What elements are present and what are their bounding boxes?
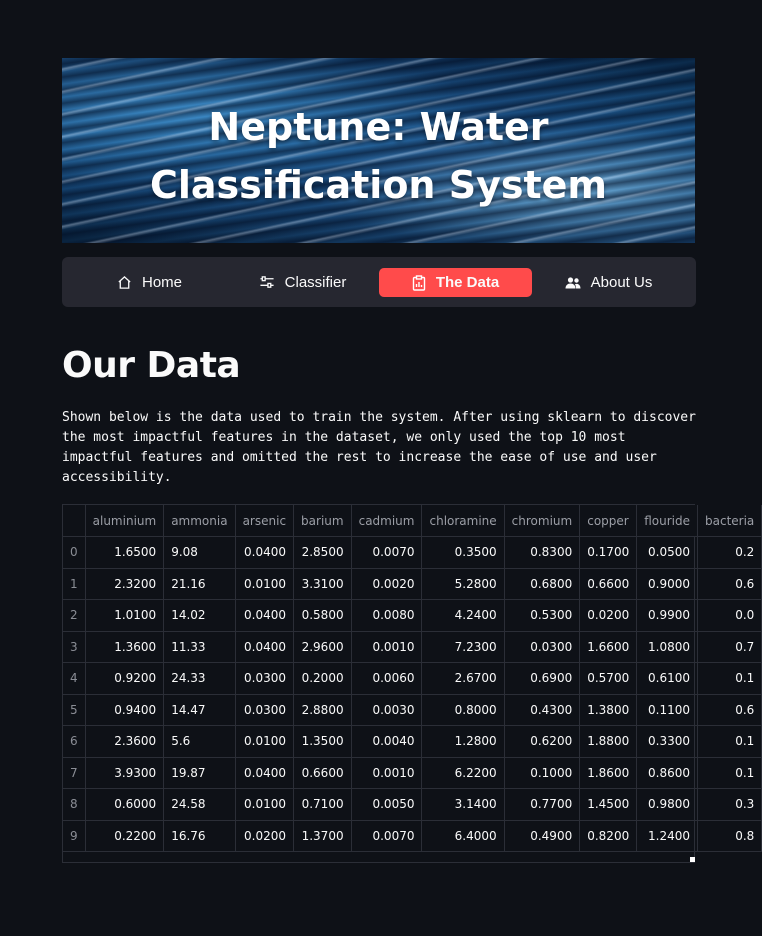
table-cell[interactable]: 0.6000 — [85, 789, 164, 821]
row-index[interactable]: 0 — [63, 537, 85, 569]
nav-item-the-data-label: The Data — [435, 274, 500, 291]
table-resize-handle[interactable] — [690, 857, 695, 862]
table-cell[interactable]: 0.1 — [698, 663, 762, 695]
table-row — [63, 600, 762, 632]
table-cell[interactable]: 0.0400 — [235, 757, 293, 789]
table-cell[interactable]: 14.02 — [164, 600, 235, 632]
table-cell[interactable]: 0.5800 — [294, 600, 352, 632]
table-cell[interactable]: 1.3600 — [85, 631, 164, 663]
column-header[interactable]: bacteria — [698, 505, 762, 537]
row-index[interactable]: 7 — [63, 757, 85, 789]
table-cell[interactable]: 6.2200 — [422, 757, 504, 789]
table-cell[interactable]: 0.7 — [698, 631, 762, 663]
table-row — [63, 631, 762, 663]
page-title: Our Data — [62, 345, 241, 386]
table-cell[interactable]: 0.3 — [698, 789, 762, 821]
people-icon — [565, 276, 581, 290]
table-cell[interactable]: 24.33 — [164, 663, 235, 695]
table-cell[interactable]: 0.7100 — [294, 789, 352, 821]
table-header-row — [63, 505, 762, 537]
table-cell[interactable]: 0.0 — [698, 600, 762, 632]
table-cell[interactable]: 0.6 — [698, 694, 762, 726]
table-cell[interactable]: 1.3700 — [294, 820, 352, 852]
column-header[interactable]: aluminium — [85, 505, 164, 537]
table-cell[interactable]: 1.3500 — [294, 726, 352, 758]
table-cell[interactable]: 0.0500 — [637, 537, 698, 569]
table-cell[interactable]: 0.9200 — [85, 663, 164, 695]
table-cell[interactable]: 1.3800 — [580, 694, 637, 726]
nav-item-home[interactable] — [73, 268, 226, 297]
table-cell[interactable]: 0.6600 — [294, 757, 352, 789]
table-row — [63, 537, 762, 569]
table-cell[interactable]: 16.76 — [164, 820, 235, 852]
table-cell[interactable]: 0.1000 — [504, 757, 580, 789]
table-cell[interactable]: 24.58 — [164, 789, 235, 821]
table-cell[interactable]: 0.1 — [698, 726, 762, 758]
table-cell[interactable]: 11.33 — [164, 631, 235, 663]
table-cell[interactable]: 0.0050 — [351, 789, 422, 821]
table-cell[interactable]: 2.3200 — [85, 568, 164, 600]
table-cell[interactable]: 0.6100 — [637, 663, 698, 695]
table-cell[interactable]: 0.2200 — [85, 820, 164, 852]
column-header[interactable]: barium — [294, 505, 352, 537]
table-cell[interactable]: 0.0100 — [235, 726, 293, 758]
table-cell[interactable]: 0.9800 — [637, 789, 698, 821]
nav-item-about-us[interactable] — [532, 268, 685, 297]
table-cell[interactable]: 1.2400 — [637, 820, 698, 852]
table-row — [63, 568, 762, 600]
row-index[interactable]: 9 — [63, 820, 85, 852]
table-cell[interactable]: 2.9600 — [294, 631, 352, 663]
nav-item-the-data[interactable] — [379, 268, 532, 297]
table-cell[interactable]: 0.1700 — [580, 537, 637, 569]
column-header[interactable]: copper — [580, 505, 637, 537]
sliders-icon — [259, 275, 275, 290]
table-cell[interactable]: 0.8 — [698, 820, 762, 852]
table-cell[interactable]: 0.0070 — [351, 820, 422, 852]
table-cell[interactable]: 2.8500 — [294, 537, 352, 569]
table-row — [63, 726, 762, 758]
row-index[interactable]: 1 — [63, 568, 85, 600]
table-cell[interactable]: 0.6 — [698, 568, 762, 600]
nav-item-about-us-label: About Us — [590, 274, 653, 291]
table-cell[interactable]: 0.0200 — [580, 600, 637, 632]
clipboard-chart-icon — [412, 275, 426, 291]
house-icon — [117, 275, 132, 290]
data-table[interactable] — [62, 504, 755, 863]
table-row — [63, 757, 762, 789]
table-cell[interactable]: 1.8600 — [580, 757, 637, 789]
table-cell[interactable]: 2.8800 — [294, 694, 352, 726]
table-cell[interactable]: 0.0100 — [235, 789, 293, 821]
table-cell[interactable]: 0.0300 — [235, 694, 293, 726]
table-cell[interactable]: 0.4300 — [504, 694, 580, 726]
table-cell[interactable]: 0.5700 — [580, 663, 637, 695]
table-cell[interactable]: 1.6500 — [85, 537, 164, 569]
row-index[interactable]: 5 — [63, 694, 85, 726]
table-cell[interactable]: 0.0060 — [351, 663, 422, 695]
table-cell[interactable]: 0.5300 — [504, 600, 580, 632]
table-cell[interactable]: 0.0020 — [351, 568, 422, 600]
table-cell[interactable]: 14.47 — [164, 694, 235, 726]
table-cell[interactable]: 0.4900 — [504, 820, 580, 852]
table-cell[interactable]: 3.1400 — [422, 789, 504, 821]
table-cell[interactable]: 0.0300 — [235, 663, 293, 695]
table-cell[interactable]: 0.3300 — [637, 726, 698, 758]
table-cell[interactable]: 0.8300 — [504, 537, 580, 569]
nav-item-home-label: Home — [141, 274, 182, 291]
table-cell[interactable]: 0.8200 — [580, 820, 637, 852]
table-cell[interactable]: 0.0200 — [235, 820, 293, 852]
column-header[interactable]: cadmium — [351, 505, 422, 537]
table-cell[interactable]: 3.3100 — [294, 568, 352, 600]
table-cell[interactable]: 0.6900 — [504, 663, 580, 695]
table-cell[interactable]: 0.0100 — [235, 568, 293, 600]
table-cell[interactable]: 0.0010 — [351, 631, 422, 663]
table-cell[interactable]: 5.6 — [164, 726, 235, 758]
table-cell[interactable]: 1.4500 — [580, 789, 637, 821]
table-cell[interactable]: 21.16 — [164, 568, 235, 600]
table-cell[interactable]: 7.2300 — [422, 631, 504, 663]
table-cell[interactable]: 0.9400 — [85, 694, 164, 726]
table-cell[interactable]: 4.2400 — [422, 600, 504, 632]
table-cell[interactable]: 0.3500 — [422, 537, 504, 569]
table-row — [63, 663, 762, 695]
column-header[interactable]: chloramine — [422, 505, 504, 537]
column-header[interactable]: ammonia — [164, 505, 235, 537]
table-cell[interactable]: 0.1 — [698, 757, 762, 789]
column-header[interactable]: chromium — [504, 505, 580, 537]
table-cell[interactable]: 0.0300 — [504, 631, 580, 663]
table-cell[interactable]: 5.2800 — [422, 568, 504, 600]
table-cell[interactable]: 0.9000 — [637, 568, 698, 600]
banner-image — [62, 58, 695, 243]
table-cell[interactable]: 19.87 — [164, 757, 235, 789]
nav-item-classifier[interactable] — [226, 268, 379, 297]
table-cell[interactable]: 9.08 — [164, 537, 235, 569]
table-cell[interactable]: 0.6800 — [504, 568, 580, 600]
table-cell[interactable]: 0.0040 — [351, 726, 422, 758]
table-cell[interactable]: 0.0070 — [351, 537, 422, 569]
table-cell[interactable]: 0.0010 — [351, 757, 422, 789]
table-cell[interactable]: 1.0100 — [85, 600, 164, 632]
table-cell[interactable]: 0.1100 — [637, 694, 698, 726]
table-cell[interactable]: 0.6600 — [580, 568, 637, 600]
table-cell[interactable]: 0.9900 — [637, 600, 698, 632]
table-cell[interactable]: 0.7700 — [504, 789, 580, 821]
column-header[interactable] — [63, 505, 85, 537]
row-index[interactable]: 3 — [63, 631, 85, 663]
table-cell[interactable]: 0.2000 — [294, 663, 352, 695]
table-cell[interactable]: 1.2800 — [422, 726, 504, 758]
table-cell[interactable]: 2.3600 — [85, 726, 164, 758]
row-index[interactable]: 4 — [63, 663, 85, 695]
table-row — [63, 789, 762, 821]
column-header[interactable]: arsenic — [235, 505, 293, 537]
table-cell[interactable]: 6.4000 — [422, 820, 504, 852]
intro-text: Shown below is the data used to train the system. After using sklearn to discover the most impactful features in the dataset, we only used the top 10 most impactful features and omitted the rest to increase the ease of use and user accessibility. — [62, 410, 696, 485]
table-cell[interactable]: 3.9300 — [85, 757, 164, 789]
table-cell[interactable]: 1.6600 — [580, 631, 637, 663]
nav-bar — [62, 257, 696, 307]
table-cell[interactable]: 0.0400 — [235, 631, 293, 663]
table-cell[interactable]: 1.8800 — [580, 726, 637, 758]
banner-title: Neptune: Water Classification System — [149, 105, 608, 207]
table-row — [63, 694, 762, 726]
table-cell[interactable]: 0.0400 — [235, 600, 293, 632]
table-cell[interactable]: 0.0080 — [351, 600, 422, 632]
table-cell[interactable]: 0.6200 — [504, 726, 580, 758]
row-index[interactable]: 2 — [63, 600, 85, 632]
table-cell[interactable]: 0.8600 — [637, 757, 698, 789]
table-cell[interactable]: 0.2 — [698, 537, 762, 569]
nav-item-classifier-label: Classifier — [284, 274, 347, 291]
table-cell[interactable]: 0.8000 — [422, 694, 504, 726]
table-row — [63, 820, 762, 852]
table-cell[interactable]: 2.6700 — [422, 663, 504, 695]
column-header[interactable]: flouride — [637, 505, 698, 537]
table-cell[interactable]: 1.0800 — [637, 631, 698, 663]
row-index[interactable]: 8 — [63, 789, 85, 821]
table-cell[interactable]: 0.0030 — [351, 694, 422, 726]
table-cell[interactable]: 0.0400 — [235, 537, 293, 569]
row-index[interactable]: 6 — [63, 726, 85, 758]
